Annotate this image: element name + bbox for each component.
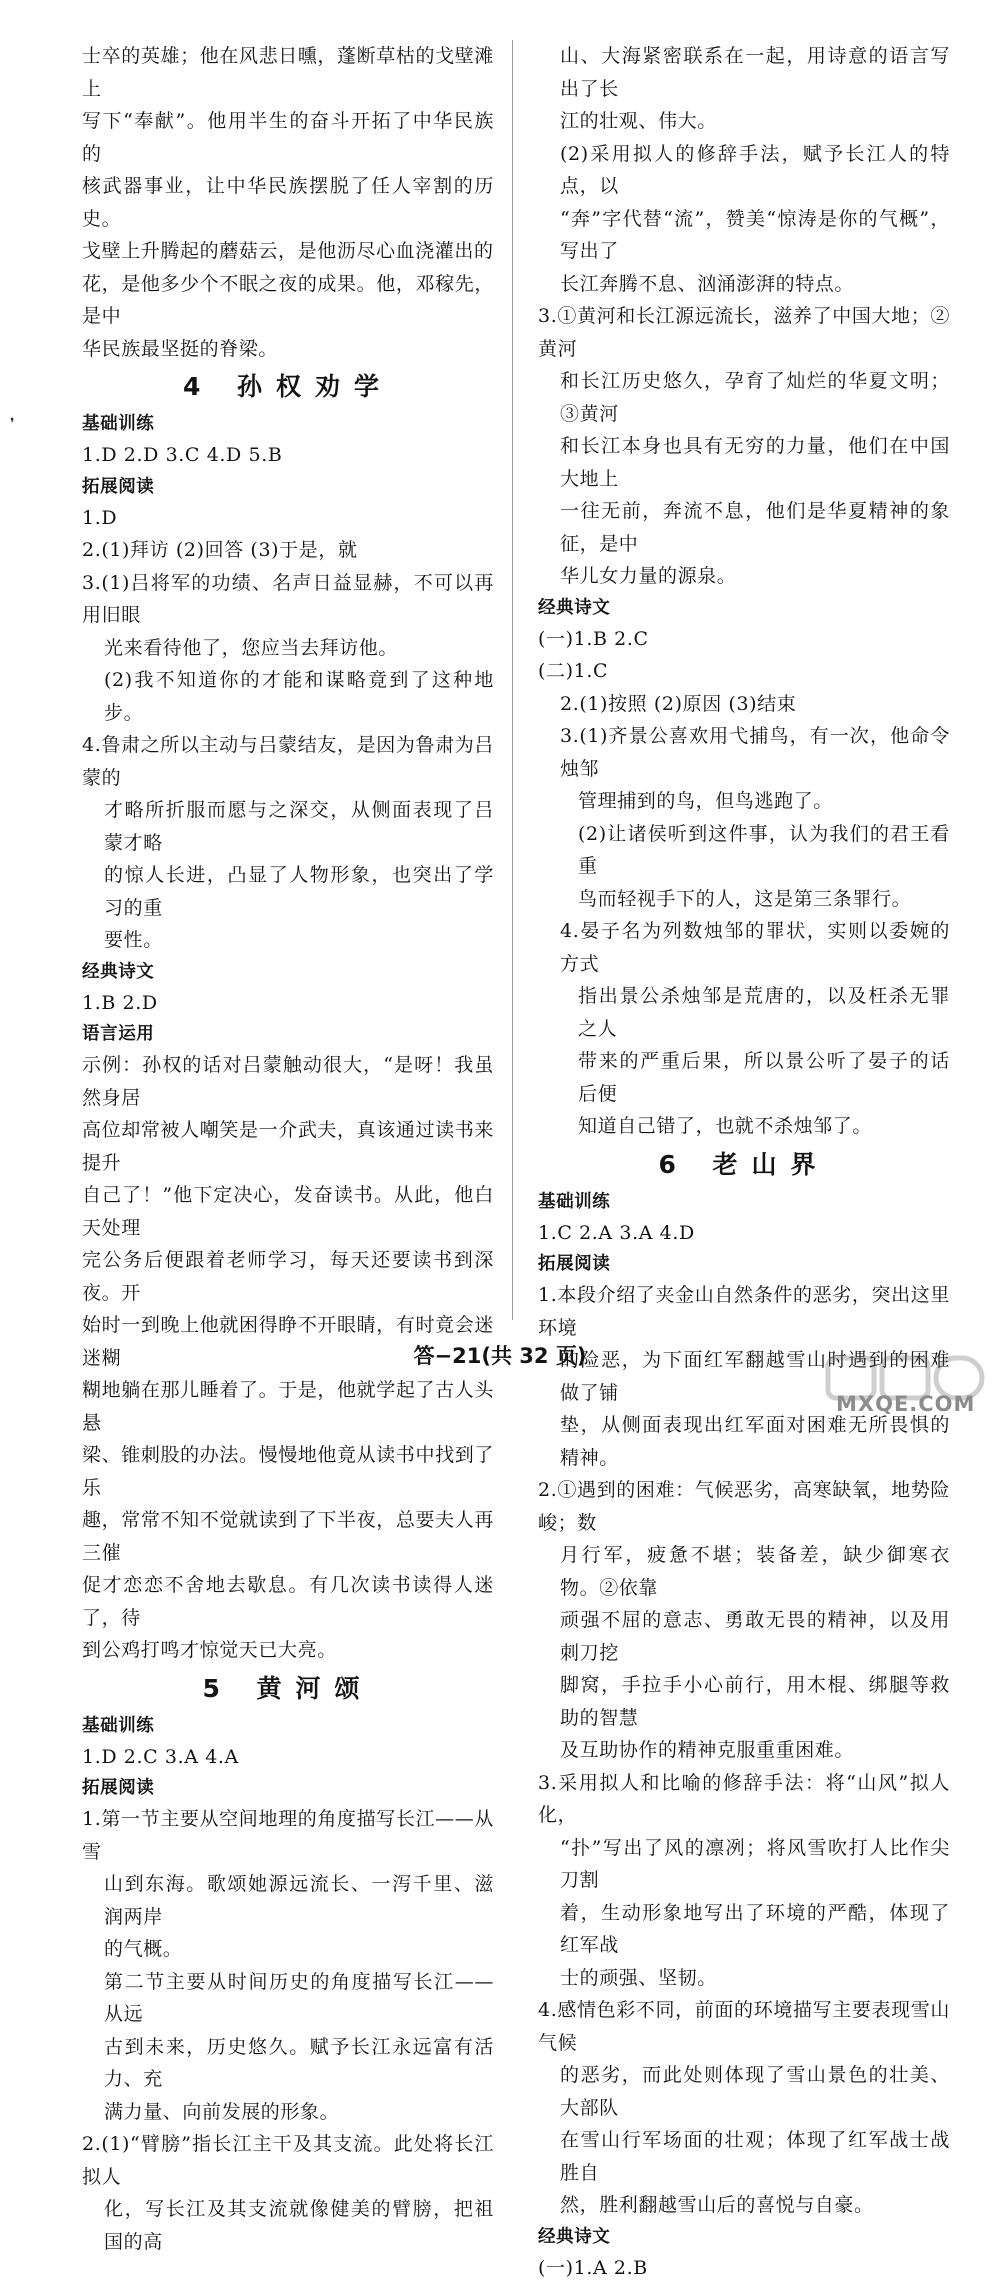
answer-line: 2.(1)“臂膀”指长江主干及其支流。此处将长江拟人 [82,2128,494,2193]
section-title: 5 黄河颂 [82,1667,494,1711]
answer-line: 带来的严重后果，所以景公听了晏子的话后便 [538,1045,950,1110]
answer-line: 华儿女力量的源泉。 [538,560,950,593]
answer-line: 山、大海紧密联系在一起，用诗意的语言写出了长 [538,40,950,105]
scan-mark: ❜ [10,416,15,432]
answer-line: 4.感情色彩不同，前面的环境描写主要表现雪山气候 [538,1994,950,2059]
answer-line: 趣，常常不知不觉就读到了下半夜，总要夫人再三催 [82,1504,494,1569]
column-divider [512,40,513,1320]
answer-line: 士的顽强、坚韧。 [538,1962,950,1995]
subsection-heading: 基础训练 [538,1187,950,1217]
answer-line: 3.①黄河和长江源远流长，滋养了中国大地；②黄河 [538,300,950,365]
right-column [538,40,950,2284]
answer-line: 的惊人长进，凸显了人物形象，也突出了学习的重 [82,859,494,924]
answer-line: 梁、锥刺股的办法。慢慢地他竟从读书中找到了乐 [82,1439,494,1504]
answer-line: 的险恶，为下面红军翻越雪山时遇到的困难做了铺 [538,1344,950,1409]
answer-line: 4.晏子名为列数烛邹的罪状，实则以委婉的方式 [538,915,950,980]
answer-line: 3.(1)齐景公喜欢用弋捕鸟，有一次，他命令烛邹 [538,720,950,785]
answer-line: 自己了！”他下定决心，发奋读书。从此，他白天处理 [82,1179,494,1244]
watermark-text: MXQE.COM [836,1392,975,1416]
answer-line: 1.第一节主要从空间地理的角度描写长江——从雪 [82,1803,494,1868]
left-column [82,40,494,2258]
answer-line: 1.C 2.A 3.A 4.D [538,1217,950,1250]
answer-line: 然，胜利翻越雪山后的喜悦与自豪。 [538,2189,950,2222]
answer-line: 1.B 2.D [82,987,494,1020]
answer-line: 在雪山行军场面的壮观；体现了红军战士战胜自 [538,2124,950,2189]
section-title: 6 老山界 [538,1143,950,1187]
answer-line: 2.(1)按照 (2)原因 (3)结束 [538,688,950,721]
answer-line: 戈壁上升腾起的蘑菇云，是他沥尽心血浇灌出的 [82,235,494,268]
subsection-heading: 基础训练 [82,1711,494,1741]
answer-line: 糊地躺在那儿睡着了。于是，他就学起了古人头悬 [82,1374,494,1439]
answer-line: (2)我不知道你的才能和谋略竟到了这种地步。 [82,664,494,729]
answer-line: 4.鲁肃之所以主动与吕蒙结友，是因为鲁肃为吕蒙的 [82,729,494,794]
subsection-heading: 拓展阅读 [82,1773,494,1803]
section-title: 4 孙权劝学 [82,365,494,409]
subsection-heading: 拓展阅读 [82,472,494,502]
answer-line: 1.D 2.D 3.C 4.D 5.B [82,439,494,472]
answer-line: “扑”写出了风的凛冽；将风雪吹打人比作尖刀割 [538,1832,950,1897]
answer-line: 鸟而轻视手下的人，这是第三条罪行。 [538,883,950,916]
answer-line: (二)1.C [538,655,950,688]
subsection-heading: 经典诗文 [538,593,950,623]
answer-line: 和长江历史悠久，孕育了灿烂的华夏文明；③黄河 [538,365,950,430]
answer-line: 长江奔腾不息、汹涌澎湃的特点。 [538,268,950,301]
answer-line: 完公务后便跟着老师学习，每天还要读书到深夜。开 [82,1244,494,1309]
subsection-heading: 拓展阅读 [538,1249,950,1279]
answer-line: 高位却常被人嘲笑是一介武夫，真该通过读书来提升 [82,1114,494,1179]
answer-line: 要性。 [82,924,494,957]
answer-line: 管理捕到的鸟，但鸟逃跑了。 [538,785,950,818]
answer-line: 指出景公杀烛邹是荒唐的，以及枉杀无罪之人 [538,980,950,1045]
answer-line: 古到未来，历史悠久。赋予长江永远富有活力、充 [82,2031,494,2096]
answer-line: 及互助协作的精神克服重重困难。 [538,1734,950,1767]
answer-line: 月行军，疲惫不堪；装备差，缺少御寒衣物。②依靠 [538,1539,950,1604]
answer-line: (一)1.B 2.C [538,623,950,656]
answer-line: (2)让诸侯听到这件事，认为我们的君王看重 [538,818,950,883]
answer-line: 着，生动形象地写出了环境的严酷，体现了红军战 [538,1897,950,1962]
answer-line: 促才恋恋不舍地去歇息。有几次读书读得人迷了，待 [82,1569,494,1634]
answer-line: 华民族最坚挺的脊梁。 [82,333,494,366]
answer-line: 知道自己错了，也就不杀烛邹了。 [538,1110,950,1143]
page-footer: 答−21(共 32 页) [0,1340,1000,1370]
answer-line: 1.本段介绍了夹金山自然条件的恶劣，突出这里环境 [538,1279,950,1344]
answer-line: 士卒的英雄；他在风悲日曛，蓬断草枯的戈壁滩上 [82,40,494,105]
answer-line: 示例：孙权的话对吕蒙触动很大，“是呀！我虽然身居 [82,1049,494,1114]
answer-line: 始时一到晚上他就困得睁不开眼睛，有时竟会迷迷糊 [82,1309,494,1374]
answer-line: 的恶劣，而此处则体现了雪山景色的壮美、大部队 [538,2059,950,2124]
answer-line: 才略所折服而愿与之深交，从侧面表现了吕蒙才略 [82,794,494,859]
answer-line: 满力量、向前发展的形象。 [82,2096,494,2129]
answer-line: 1.D [82,502,494,535]
answer-line: 垫，从侧面表现出红军面对困难无所畏惧的精神。 [538,1409,950,1474]
answer-line: 2.①遇到的困难：气候恶劣，高寒缺氧，地势险峻；数 [538,1474,950,1539]
subsection-heading: 经典诗文 [82,957,494,987]
subsection-heading: 语言运用 [82,1019,494,1049]
answer-line: 山到东海。歌颂她源远流长、一泻千里、滋润两岸 [82,1868,494,1933]
answer-line: 第二节主要从时间历史的角度描写长江——从远 [82,1966,494,2031]
answer-line: 和长江本身也具有无穷的力量，他们在中国大地上 [538,430,950,495]
answer-line: 3.(1)吕将军的功绩、名声日益显赫，不可以再用旧眼 [82,567,494,632]
answer-line: 一往无前，奔流不息，他们是华夏精神的象征，是中 [538,495,950,560]
answer-line: 脚窝，手拉手小心前行，用木棍、绑腿等救助的智慧 [538,1669,950,1734]
answer-line: 化，写长江及其支流就像健美的臂膀，把祖国的高 [82,2193,494,2258]
answer-line: (一)1.A 2.B [538,2252,950,2284]
answer-line: 3.采用拟人和比喻的修辞手法：将“山风”拟人化， [538,1767,950,1832]
answer-line: 2.(1)拜访 (2)回答 (3)于是，就 [82,534,494,567]
answer-line: “奔”字代替“流”，赞美“惊涛是你的气概”，写出了 [538,203,950,268]
answer-line: 到公鸡打鸣才惊觉天已大亮。 [82,1634,494,1667]
answer-line: 的气概。 [82,1933,494,1966]
answer-line: 核武器事业，让中华民族摆脱了任人宰割的历史。 [82,170,494,235]
subsection-heading: 经典诗文 [538,2222,950,2252]
answer-line: 江的壮观、伟大。 [538,105,950,138]
answer-line: 写下“奉献”。他用半生的奋斗开拓了中华民族的 [82,105,494,170]
answer-line: 顽强不屈的意志、勇敢无畏的精神，以及用刺刀挖 [538,1604,950,1669]
answer-line: 光来看待他了，您应当去拜访他。 [82,632,494,665]
answer-line: 1.D 2.C 3.A 4.A [82,1741,494,1774]
answer-line: (2)采用拟人的修辞手法，赋予长江人的特点，以 [538,138,950,203]
answer-line: 花，是他多少个不眠之夜的成果。他，邓稼先，是中 [82,268,494,333]
subsection-heading: 基础训练 [82,409,494,439]
